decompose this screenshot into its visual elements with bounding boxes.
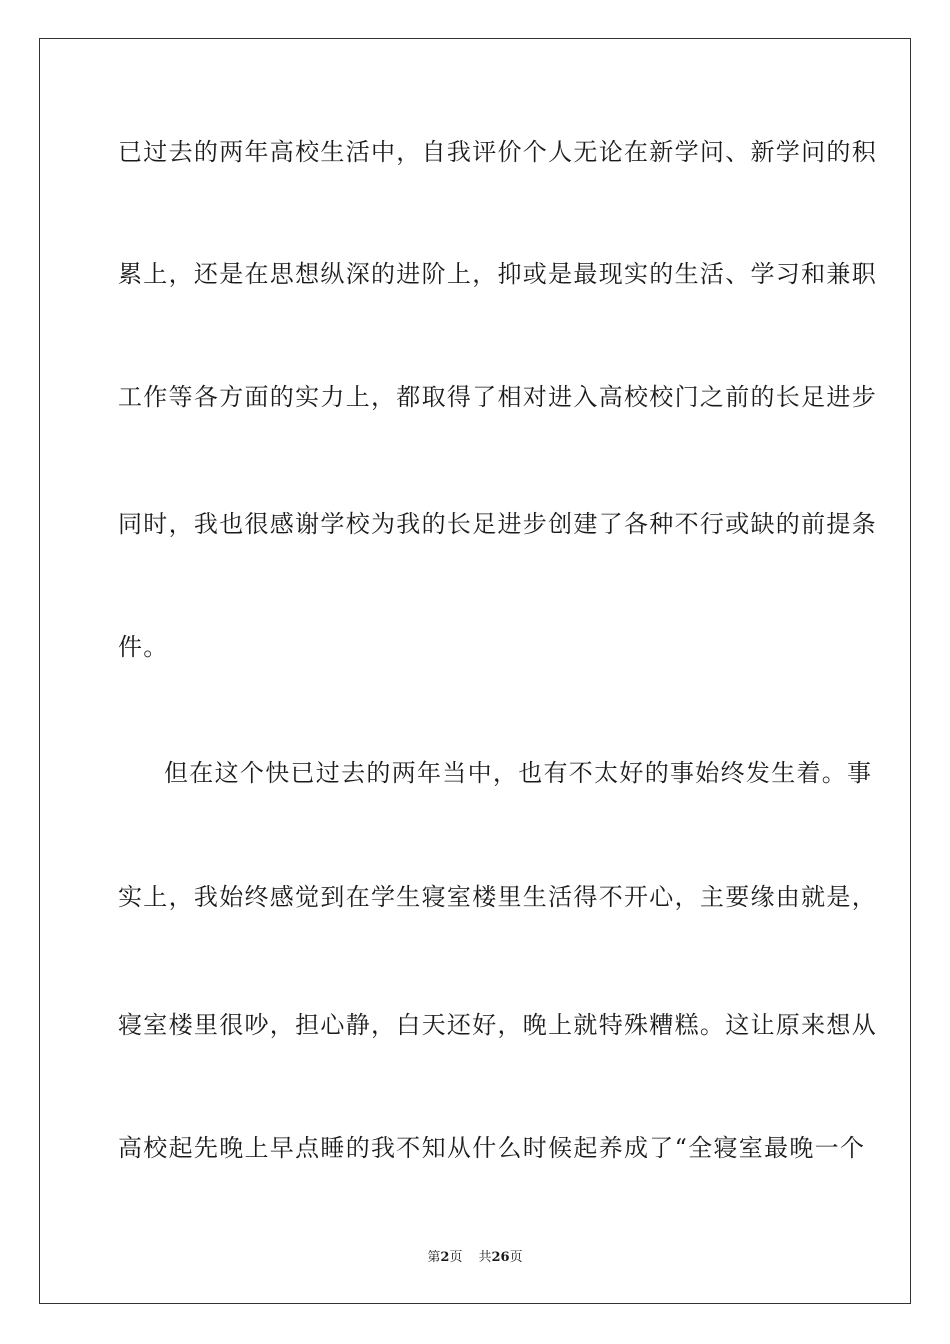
text-line-3: 工作等各方面的实力上，都取得了相对进入高校校门之前的长足进步: [118, 383, 877, 411]
text-line-2: 累上，还是在思想纵深的进阶上，抑或是最现实的生活、学习和兼职: [118, 260, 877, 288]
page-suffix: 页: [449, 1250, 463, 1265]
text-line-7: 实上，我始终感觉到在学生寝室楼里生活得不开心，主要缘由就是，: [118, 883, 877, 911]
text-line-8: 寝室楼里很吵，担心静，白天还好，晚上就特殊糟糕。这让原来想从: [118, 1011, 877, 1039]
total-suffix: 页: [509, 1250, 523, 1265]
page-footer: [0, 1250, 950, 1266]
text-line-1: 已过去的两年高校生活中，自我评价个人无论在新学问、新学问的积: [118, 138, 877, 166]
total-prefix: 共: [478, 1250, 492, 1265]
text-line-5: 件。: [118, 633, 169, 661]
total-pages: 26: [491, 1250, 510, 1265]
text-line-9: 高校起先晚上早点睡的我不知从什么时候起养成了“全寝室最晚一个: [118, 1134, 866, 1162]
text-line-4: 同时，我也很感谢学校为我的长足进步创建了各种不行或缺的前提条: [118, 510, 877, 538]
page-prefix: 第: [427, 1250, 441, 1265]
paragraph-2-line-1: 但在这个快已过去的两年当中，也有不太好的事始终发生着。事: [164, 759, 873, 787]
page-number: 2: [440, 1250, 450, 1265]
page-border: [39, 38, 911, 1304]
